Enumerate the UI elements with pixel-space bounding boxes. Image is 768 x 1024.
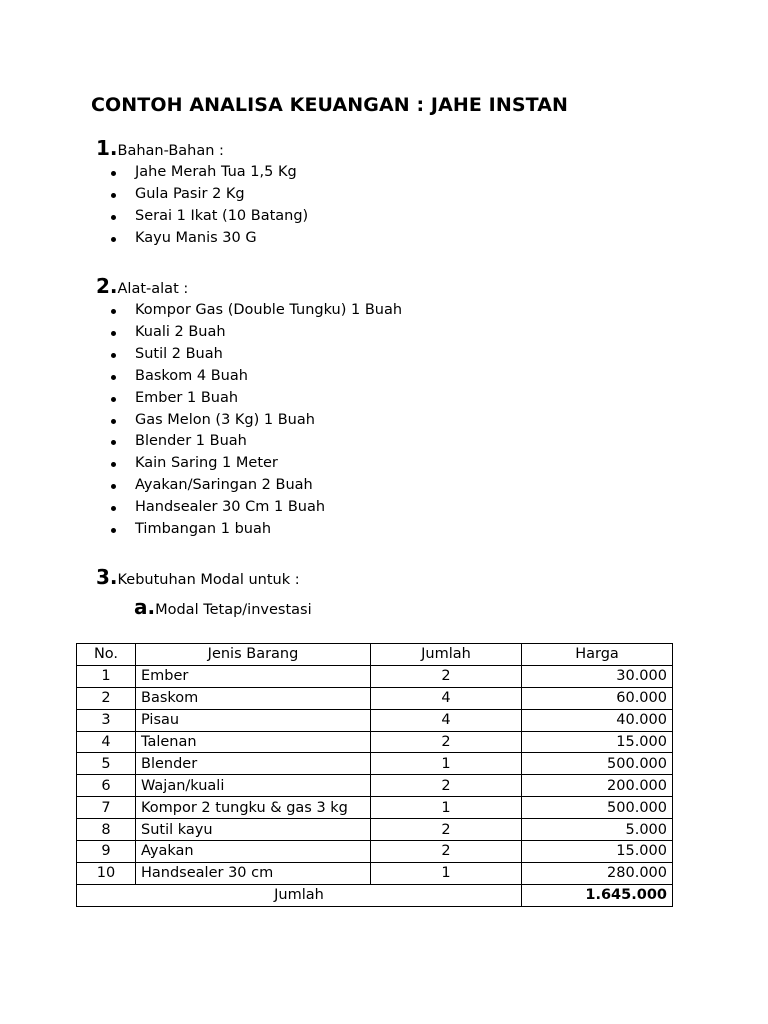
cell-price: 40.000 xyxy=(522,709,673,731)
cell-no: 5 xyxy=(77,753,136,775)
table-row xyxy=(77,862,673,884)
cell-price: 280.000 xyxy=(522,862,673,884)
cell-price: 15.000 xyxy=(522,731,673,753)
total-value: 1.645.000 xyxy=(522,884,673,906)
cell-item: Kompor 2 tungku & gas 3 kg xyxy=(136,797,371,819)
table-row xyxy=(77,841,673,863)
list-item: Gas Melon (3 Kg) 1 Buah xyxy=(108,410,402,432)
cell-item: Sutil kayu xyxy=(136,819,371,841)
subsection-label: Modal Tetap/investasi xyxy=(155,602,312,618)
cell-no: 7 xyxy=(77,797,136,819)
cell-item: Pisau xyxy=(136,709,371,731)
cell-qty: 2 xyxy=(371,841,522,863)
list-item: Ember 1 Buah xyxy=(108,388,402,410)
list-item: Ayakan/Saringan 2 Buah xyxy=(108,475,402,497)
list-item: Sutil 2 Buah xyxy=(108,344,402,366)
cell-qty: 4 xyxy=(371,687,522,709)
header-price: Harga xyxy=(522,644,673,666)
table-header-row xyxy=(77,644,673,666)
table-total-row xyxy=(77,884,673,906)
list-item: Kuali 2 Buah xyxy=(108,322,402,344)
section-number: 1. xyxy=(96,136,118,160)
cell-qty: 2 xyxy=(371,775,522,797)
section-label: Alat-alat : xyxy=(117,281,189,297)
cell-qty: 1 xyxy=(371,862,522,884)
cell-no: 1 xyxy=(77,665,136,687)
table-row xyxy=(77,687,673,709)
cell-qty: 4 xyxy=(371,709,522,731)
section-heading-bahan xyxy=(96,136,224,160)
alat-list xyxy=(108,300,402,541)
investment-table xyxy=(76,643,673,907)
list-item: Kayu Manis 30 G xyxy=(108,228,308,250)
cell-item: Blender xyxy=(136,753,371,775)
table-row xyxy=(77,709,673,731)
table-row xyxy=(77,665,673,687)
list-item: Blender 1 Buah xyxy=(108,431,402,453)
list-item: Gula Pasir 2 Kg xyxy=(108,184,308,206)
list-item: Serai 1 Ikat (10 Batang) xyxy=(108,206,308,228)
cell-price: 500.000 xyxy=(522,797,673,819)
document-title: CONTOH ANALISA KEUANGAN : JAHE INSTAN xyxy=(91,94,569,116)
table-row xyxy=(77,753,673,775)
cell-no: 9 xyxy=(77,841,136,863)
cell-qty: 2 xyxy=(371,819,522,841)
subsection-letter: a. xyxy=(134,595,156,619)
cell-price: 200.000 xyxy=(522,775,673,797)
cell-price: 30.000 xyxy=(522,665,673,687)
table-row xyxy=(77,775,673,797)
cell-item: Ember xyxy=(136,665,371,687)
list-item: Kain Saring 1 Meter xyxy=(108,453,402,475)
total-label: Jumlah xyxy=(77,884,522,906)
list-item: Timbangan 1 buah xyxy=(108,519,402,541)
list-item: Jahe Merah Tua 1,5 Kg xyxy=(108,162,308,184)
header-qty: Jumlah xyxy=(371,644,522,666)
bahan-list xyxy=(108,162,308,250)
cell-qty: 1 xyxy=(371,797,522,819)
header-no: No. xyxy=(77,644,136,666)
cell-item: Baskom xyxy=(136,687,371,709)
cell-item: Talenan xyxy=(136,731,371,753)
section-heading-modal xyxy=(96,565,300,589)
list-item: Baskom 4 Buah xyxy=(108,366,402,388)
cell-no: 3 xyxy=(77,709,136,731)
table-row xyxy=(77,731,673,753)
cell-no: 6 xyxy=(77,775,136,797)
table-row xyxy=(77,819,673,841)
cell-price: 15.000 xyxy=(522,841,673,863)
cell-qty: 2 xyxy=(371,731,522,753)
cell-no: 2 xyxy=(77,687,136,709)
subsection-heading xyxy=(134,595,312,619)
table-row xyxy=(77,797,673,819)
cell-qty: 1 xyxy=(371,753,522,775)
cell-qty: 2 xyxy=(371,665,522,687)
section-heading-alat xyxy=(96,274,188,298)
cell-price: 500.000 xyxy=(522,753,673,775)
header-item: Jenis Barang xyxy=(136,644,371,666)
section-number: 3. xyxy=(96,565,118,589)
cell-price: 5.000 xyxy=(522,819,673,841)
cell-item: Wajan/kuali xyxy=(136,775,371,797)
section-label: Kebutuhan Modal untuk : xyxy=(117,572,300,588)
cell-item: Handsealer 30 cm xyxy=(136,862,371,884)
cell-price: 60.000 xyxy=(522,687,673,709)
section-number: 2. xyxy=(96,274,118,298)
list-item: Kompor Gas (Double Tungku) 1 Buah xyxy=(108,300,402,322)
section-label: Bahan-Bahan : xyxy=(117,143,224,159)
cell-item: Ayakan xyxy=(136,841,371,863)
cell-no: 4 xyxy=(77,731,136,753)
list-item: Handsealer 30 Cm 1 Buah xyxy=(108,497,402,519)
cell-no: 8 xyxy=(77,819,136,841)
cell-no: 10 xyxy=(77,862,136,884)
